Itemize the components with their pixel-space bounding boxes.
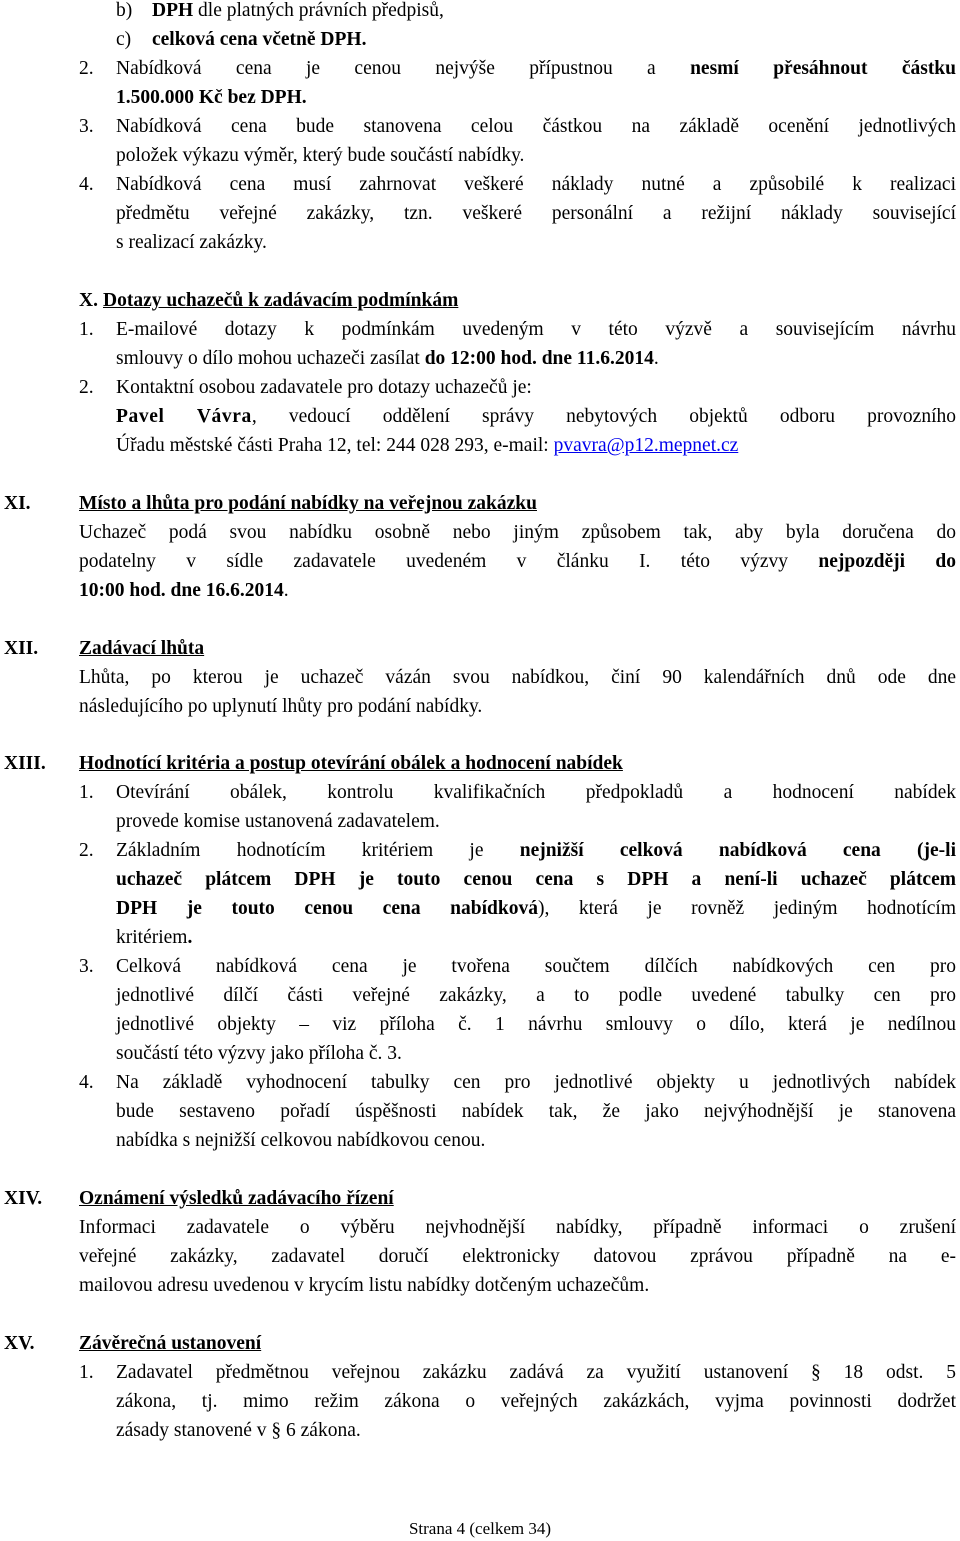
- item-number: 2.: [79, 840, 94, 861]
- item-number: 1.: [79, 1362, 94, 1383]
- email-link[interactable]: pvavra@p12.mepnet.cz: [553, 435, 739, 456]
- item-text: Nabídková cena bude stanovena celou částkou na základě ocenění jednotlivých: [116, 116, 956, 137]
- item-text: bude sestaveno pořadí úspěšnosti nabídek tak, že jako nejvýhodnější je stanovena: [116, 1101, 956, 1122]
- item-text: položek výkazu výměr, který bude součástí nabídky.: [116, 145, 525, 166]
- section-text: veřejné zakázky, zadavatel doručí elektronicky datovou zprávou případně na e-: [79, 1246, 956, 1267]
- section-title: Závěrečná ustanovení: [79, 1333, 262, 1354]
- item-text: Na základě vyhodnocení tabulky cen pro jednotlivé objekty u jednotlivých nabídek: [116, 1072, 956, 1093]
- item-text: Úřadu městské části Praha 12, tel: 244 028 293, e-mail: pvavra@p12.mepnet.cz: [116, 435, 739, 456]
- section-number: XI.: [4, 493, 31, 514]
- section-number: XV.: [4, 1333, 35, 1354]
- item-text: DPH je touto cenou cena nabídková), která je rovněž jediným hodnotícím: [116, 898, 956, 919]
- item-text: Kontaktní osobou zadavatele pro dotazy uchazečů je:: [116, 377, 532, 398]
- section-title: Hodnotící kritéria a postup otevírání obálek a hodnocení nabídek: [79, 753, 623, 774]
- section-text: Uchazeč podá svou nabídku osobně nebo jiným způsobem tak, aby byla doručena do: [79, 522, 956, 543]
- item-text: 1.500.000 Kč bez DPH.: [116, 87, 307, 108]
- section-text: podatelny v sídle zadavatele uvedeném v článku I. této výzvy nejpozději do: [79, 551, 956, 572]
- item-text: Celková nabídková cena je tvořena součtem dílčích nabídkových cen pro: [116, 956, 956, 977]
- item-text: nabídka s nejnižší celkovou nabídkovou cenou.: [116, 1130, 486, 1151]
- item-number: 1.: [79, 319, 94, 340]
- item-number: c): [116, 29, 132, 50]
- item-text: provede komise ustanovená zadavatelem.: [116, 811, 440, 832]
- item-text: Nabídková cena musí zahrnovat veškeré náklady nutné a způsobilé k realizaci: [116, 174, 956, 195]
- item-text: zákona, tj. mimo režim zákona o veřejných zakázkách, vyjma povinnosti dodržet: [116, 1391, 956, 1412]
- item-text: celková cena včetně DPH.: [152, 29, 367, 50]
- item-text: jednotlivé objekty – viz příloha č. 1 návrhu smlouvy o dílo, která je nedílnou: [116, 1014, 956, 1035]
- item-text: uchazeč plátcem DPH je touto cenou cena s DPH a není-li uchazeč plátcem: [116, 869, 956, 890]
- section-title: Zadávací lhůta: [79, 638, 205, 659]
- item-number: 1.: [79, 782, 94, 803]
- item-text: s realizací zakázky.: [116, 232, 267, 253]
- item-text: Nabídková cena je cenou nejvýše přípustnou a nesmí přesáhnout částku: [116, 58, 956, 79]
- item-number: 2.: [79, 377, 94, 398]
- section-number: XIV.: [4, 1188, 43, 1209]
- item-text: Základním hodnotícím kritériem je nejnižší celková nabídková cena (je-li: [116, 840, 957, 861]
- contact-name: Pavel Vávra: [116, 406, 252, 427]
- item-text: kritériem.: [116, 927, 193, 948]
- item-number: 3.: [79, 956, 94, 977]
- section-title: Místo a lhůta pro podání nabídky na veřejnou zakázku: [79, 493, 537, 514]
- section-number: XIII.: [4, 753, 46, 774]
- item-text: zásady stanovené v § 6 zákona.: [116, 1420, 361, 1441]
- item-text: Pavel Vávra, vedoucí oddělení správy nebytových objektů odboru provozního: [116, 406, 956, 427]
- item-text: E-mailové dotazy k podmínkám uvedeným v této výzvě a souvisejícím návrhu: [116, 319, 956, 340]
- section-text: 10:00 hod. dne 16.6.2014.: [79, 580, 289, 601]
- item-number: 4.: [79, 1072, 94, 1093]
- item-text: Zadavatel předmětnou veřejnou zakázku zadává za využití ustanovení § 18 odst. 5: [116, 1362, 956, 1383]
- item-number: 2.: [79, 58, 94, 79]
- item-text: Otevírání obálek, kontrolu kvalifikačních předpokladů a hodnocení nabídek: [116, 782, 956, 803]
- section-text: Lhůta, po kterou je uchazeč vázán svou nabídkou, činí 90 kalendářních dnů ode dne: [79, 667, 956, 688]
- section-title: Oznámení výsledků zadávacího řízení: [79, 1188, 394, 1209]
- item-number: 4.: [79, 174, 94, 195]
- item-text: DPH dle platných právních předpisů,: [152, 0, 444, 21]
- section-title: Dotazy uchazečů k zadávacím podmínkám: [103, 290, 459, 311]
- item-number: b): [116, 0, 133, 21]
- section-text: Informaci zadavatele o výběru nejvhodnější nabídky, případně informaci o zrušení: [79, 1217, 956, 1238]
- section-number: XII.: [4, 638, 39, 659]
- page-footer: Strana 4 (celkem 34): [408, 1519, 552, 1538]
- section-text: následujícího po uplynutí lhůty pro podání nabídky.: [79, 696, 483, 717]
- item-text: jednotlivé dílčí části veřejné zakázky, a to podle uvedené tabulky cen pro: [116, 985, 956, 1006]
- item-text: součástí této výzvy jako příloha č. 3.: [116, 1043, 402, 1064]
- section-text: mailovou adresu uvedenou v krycím listu nabídky dotčeným uchazečům.: [79, 1275, 650, 1296]
- section-number: X.: [79, 290, 98, 311]
- item-text: smlouvy o dílo mohou uchazeči zasílat do 12:00 hod. dne 11.6.2014.: [116, 348, 659, 369]
- item-text: předmětu veřejné zakázky, tzn. veškeré personální a režijní náklady související: [116, 203, 956, 224]
- item-number: 3.: [79, 116, 94, 137]
